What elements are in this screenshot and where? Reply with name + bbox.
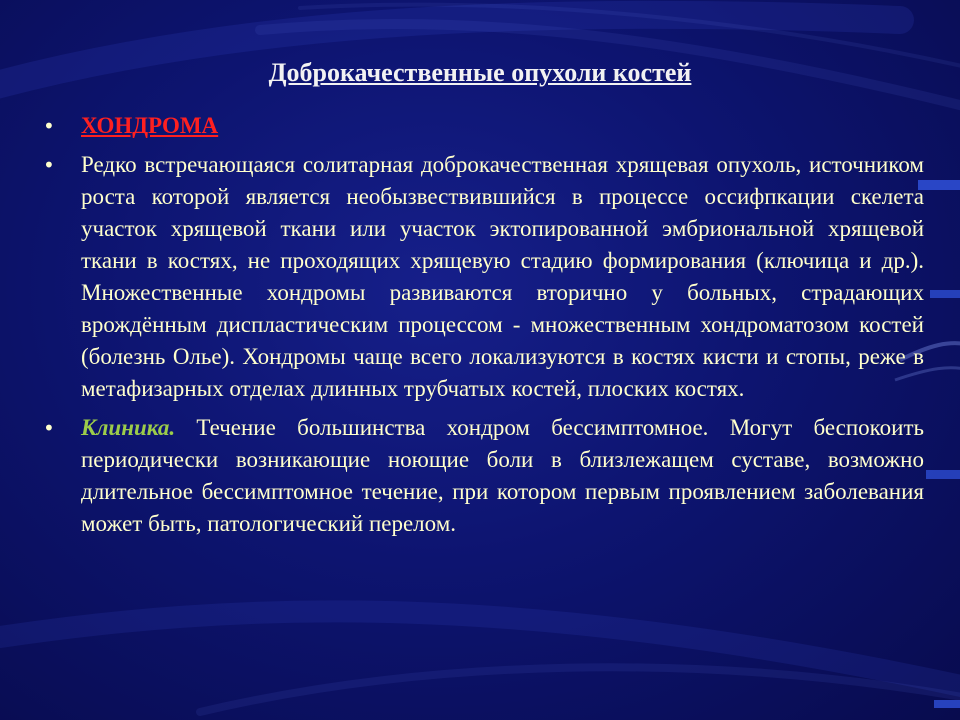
slide-title: Доброкачественные опухоли костей: [268, 58, 692, 87]
clinic-lead: Клиника.: [81, 415, 176, 440]
bullet-glyph: •: [43, 416, 55, 440]
bullet-list: [40, 110, 924, 547]
right-edge-bars: [918, 180, 960, 708]
bullet-item-description: [40, 149, 924, 405]
bullet-item-heading: [40, 110, 924, 142]
clinic-paragraph: [81, 412, 924, 540]
description-paragraph: Редко встречающаяся солитарная доброкачественная хрящевая опухоль, источником роста которой является необызвествившийся в процессе оссифпкации скелета участок хрящевой ткани или участок эктопированной эмбриональной хрящевой ткани в костях, не проходящих хрящевую стадию формирования (ключица и др.). Множественные хондромы развиваются вторично у больных, страдающих врождённым диспластическим процессом - множественным хондроматозом костей (болезнь Олье). Хондромы чаще всего локализуются в костях кисти и стопы, реже в метафизарных отделах длинных трубчатых костей, плоских костях.: [81, 152, 924, 401]
section-heading: ХОНДРОМА: [81, 113, 219, 138]
clinic-text: Течение большинства хондром бессимптомное. Могут беспокоить периодически возникающие ноющие боли в близлежащем суставе, возможно длительное бессимптомное течение, при котором первым проявлением заболевания может быть, патологический перелом.: [81, 415, 924, 536]
bullet-glyph: •: [43, 153, 55, 177]
bullet-item-clinic: [40, 412, 924, 540]
bullet-glyph: •: [43, 114, 55, 138]
